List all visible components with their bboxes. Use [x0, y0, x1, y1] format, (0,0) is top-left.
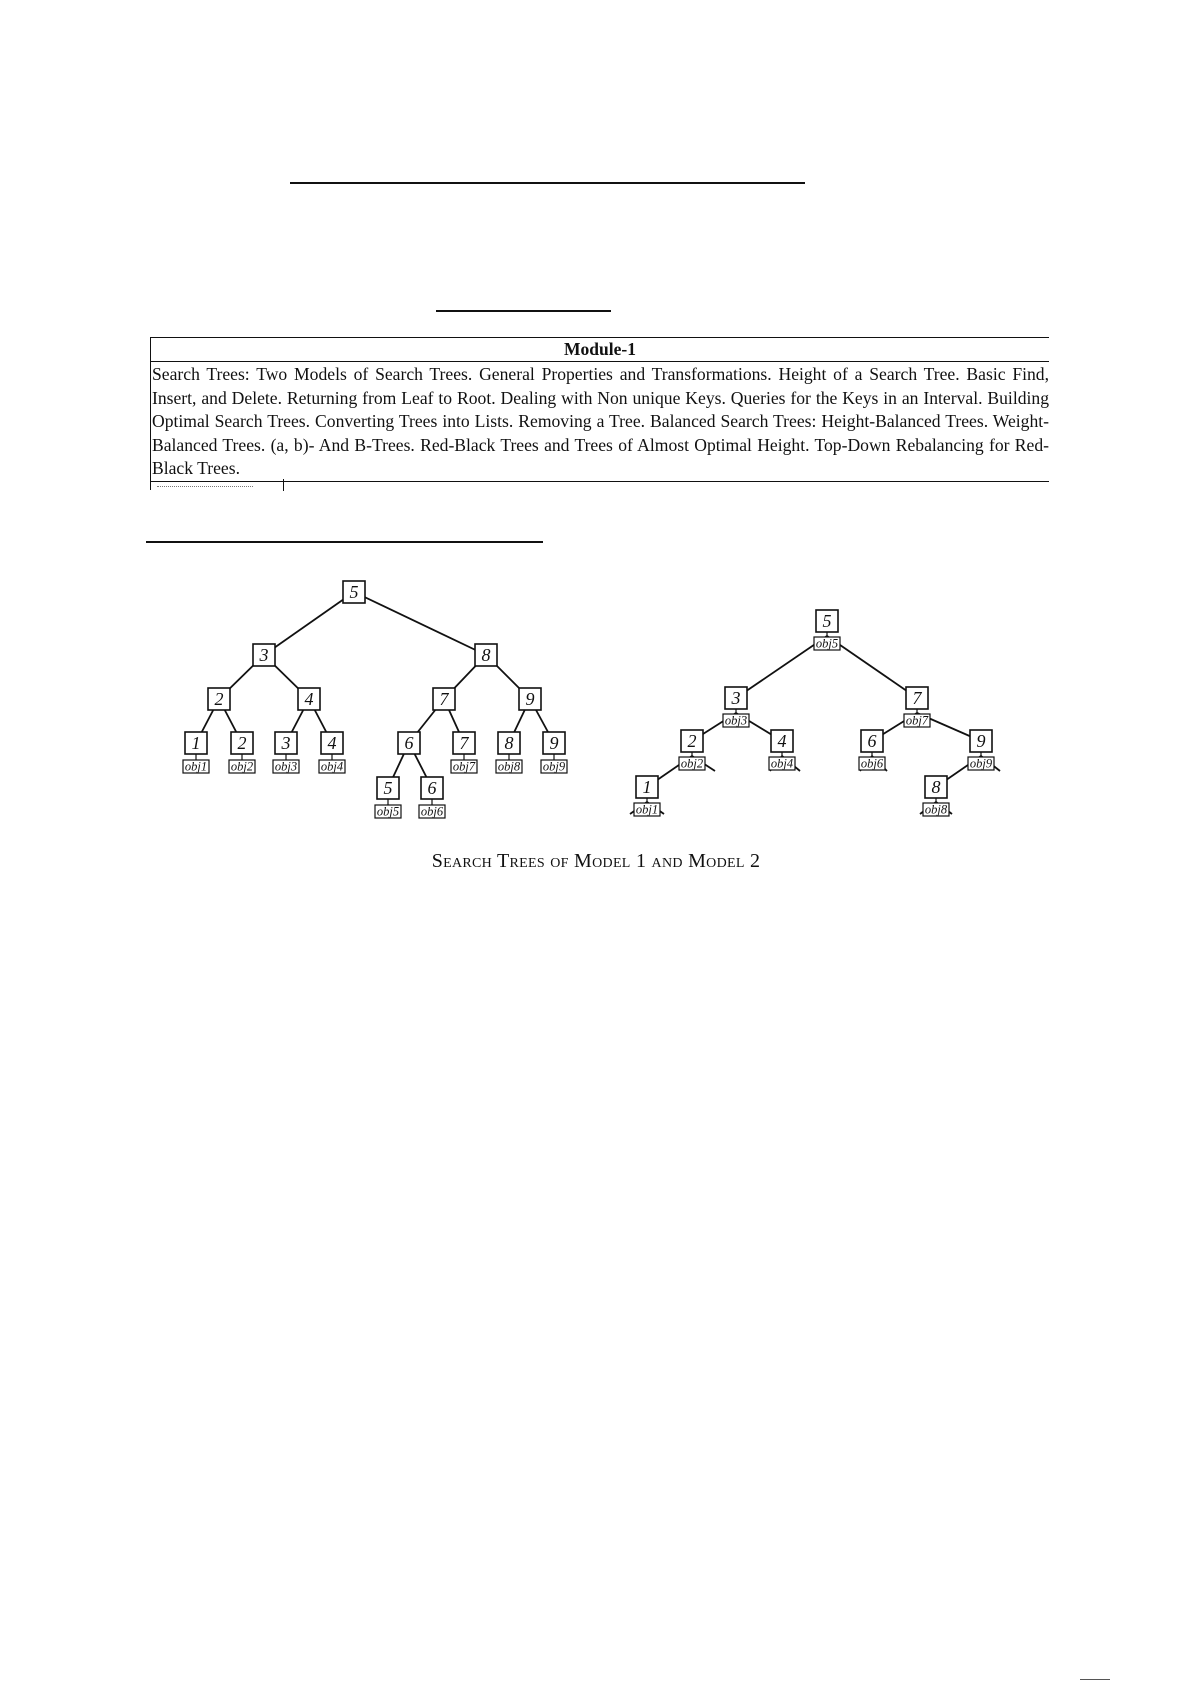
- model2-object: [968, 757, 994, 771]
- node-key-label: 7: [439, 689, 449, 709]
- search-trees-figure: [150, 560, 1030, 850]
- node-key-label: 3: [731, 688, 741, 708]
- heading-underline-1: [290, 182, 805, 184]
- node-key-label: 4: [777, 731, 787, 751]
- model1-object: [496, 760, 522, 774]
- object-label: obj2: [680, 756, 704, 771]
- model1-node: [475, 644, 497, 666]
- node-key-label: 2: [687, 731, 697, 751]
- model2-node: [816, 610, 838, 632]
- object-label: obj4: [320, 759, 344, 774]
- object-label: obj1: [635, 802, 659, 817]
- node-key-label: 1: [191, 733, 201, 753]
- node-key-label: 9: [976, 731, 986, 751]
- node-key-label: 9: [549, 733, 559, 753]
- model1-node: [185, 732, 207, 754]
- model1-node: [321, 732, 343, 754]
- object-label: obj2: [230, 759, 254, 774]
- object-label: obj8: [497, 759, 521, 774]
- model1-node: [231, 732, 253, 754]
- model1-node: [398, 732, 420, 754]
- page-corner-mark: [1080, 1679, 1110, 1680]
- node-key-label: 2: [214, 689, 224, 709]
- node-key-label: 3: [281, 733, 291, 753]
- object-label: obj1: [184, 759, 208, 774]
- model1-node: [208, 688, 230, 710]
- model1-object: [319, 760, 345, 774]
- model2-node: [725, 687, 747, 709]
- object-label: obj7: [452, 759, 476, 774]
- model2-object: [904, 714, 930, 728]
- model1-object: [375, 805, 401, 819]
- object-label: obj6: [420, 804, 444, 819]
- object-label: obj3: [724, 713, 748, 728]
- model2-object: [634, 803, 660, 817]
- model2-node: [906, 687, 928, 709]
- object-label: obj9: [542, 759, 566, 774]
- object-label: obj6: [860, 756, 884, 771]
- table-row-stub: [283, 479, 284, 491]
- model1-object: [419, 805, 445, 819]
- object-label: obj5: [376, 804, 400, 819]
- model2-tree: [634, 610, 994, 817]
- node-key-label: 9: [525, 689, 535, 709]
- cut-off-text: [157, 486, 253, 487]
- node-key-label: 3: [259, 645, 269, 665]
- node-key-label: 8: [504, 733, 514, 753]
- node-key-label: 8: [931, 777, 941, 797]
- model1-node: [253, 644, 275, 666]
- node-key-label: 4: [327, 733, 337, 753]
- model1-node: [421, 777, 443, 799]
- object-label: obj7: [905, 713, 929, 728]
- node-key-label: 7: [912, 688, 922, 708]
- node-key-label: 5: [383, 778, 393, 798]
- node-key-label: 7: [459, 733, 469, 753]
- model1-object: [541, 760, 567, 774]
- model2-node: [681, 730, 703, 752]
- node-key-label: 5: [822, 611, 832, 631]
- model1-node: [519, 688, 541, 710]
- syllabus-table: [150, 337, 1049, 490]
- model2-object: [923, 803, 949, 817]
- node-key-label: 6: [427, 778, 437, 798]
- model2-object: [679, 757, 705, 771]
- model1-node: [433, 688, 455, 710]
- model1-object: [229, 760, 255, 774]
- module-title: Module-1: [151, 338, 1049, 362]
- model1-object: [273, 760, 299, 774]
- object-label: obj8: [924, 802, 948, 817]
- model2-node: [771, 730, 793, 752]
- model1-node: [453, 732, 475, 754]
- heading-underline-2: [436, 310, 611, 312]
- model1-node: [298, 688, 320, 710]
- model2-node: [970, 730, 992, 752]
- node-key-label: 2: [237, 733, 247, 753]
- model1-object: [183, 760, 209, 774]
- node-key-label: 8: [481, 645, 491, 665]
- model2-object: [814, 637, 840, 651]
- node-key-label: 6: [867, 731, 877, 751]
- model1-node: [543, 732, 565, 754]
- figure-caption: Search Trees of Model 1 and Model 2: [431, 850, 761, 872]
- model2-object: [769, 757, 795, 771]
- model2-node: [861, 730, 883, 752]
- model1-object: [451, 760, 477, 774]
- model1-tree: [183, 581, 567, 819]
- node-key-label: 4: [304, 689, 314, 709]
- heading-underline-3: [146, 541, 543, 543]
- model2-node: [925, 776, 947, 798]
- object-label: obj5: [815, 636, 839, 651]
- node-key-label: 6: [404, 733, 414, 753]
- model2-object: [859, 757, 885, 771]
- model1-node: [498, 732, 520, 754]
- model1-node: [343, 581, 365, 603]
- model1-node: [377, 777, 399, 799]
- model2-node: [636, 776, 658, 798]
- object-label: obj4: [770, 756, 794, 771]
- model2-object: [723, 714, 749, 728]
- node-key-label: 5: [349, 582, 359, 602]
- node-key-label: 1: [642, 777, 652, 797]
- model1-node: [275, 732, 297, 754]
- trees-svg: [150, 560, 1030, 850]
- object-label: obj3: [274, 759, 298, 774]
- object-label: obj9: [969, 756, 993, 771]
- module-description: Search Trees: Two Models of Search Trees. General Properties and Transformations. Height of a Search Tree. Basic Find, Insert, and Delete. Returning from Leaf to Root. Dealing with Non unique Keys. Queries for the Keys in an Interval. Building Optimal Search Trees. Converting Trees into Lists. Removing a Tree. Balanced Search Trees: Height-Balanced Trees. Weight-Balanced Trees. (a, b)- And B-Trees. Red-Black Trees and Trees of Almost Optimal Height. Top-Down Rebalancing for Red-Black Trees.: [151, 362, 1049, 482]
